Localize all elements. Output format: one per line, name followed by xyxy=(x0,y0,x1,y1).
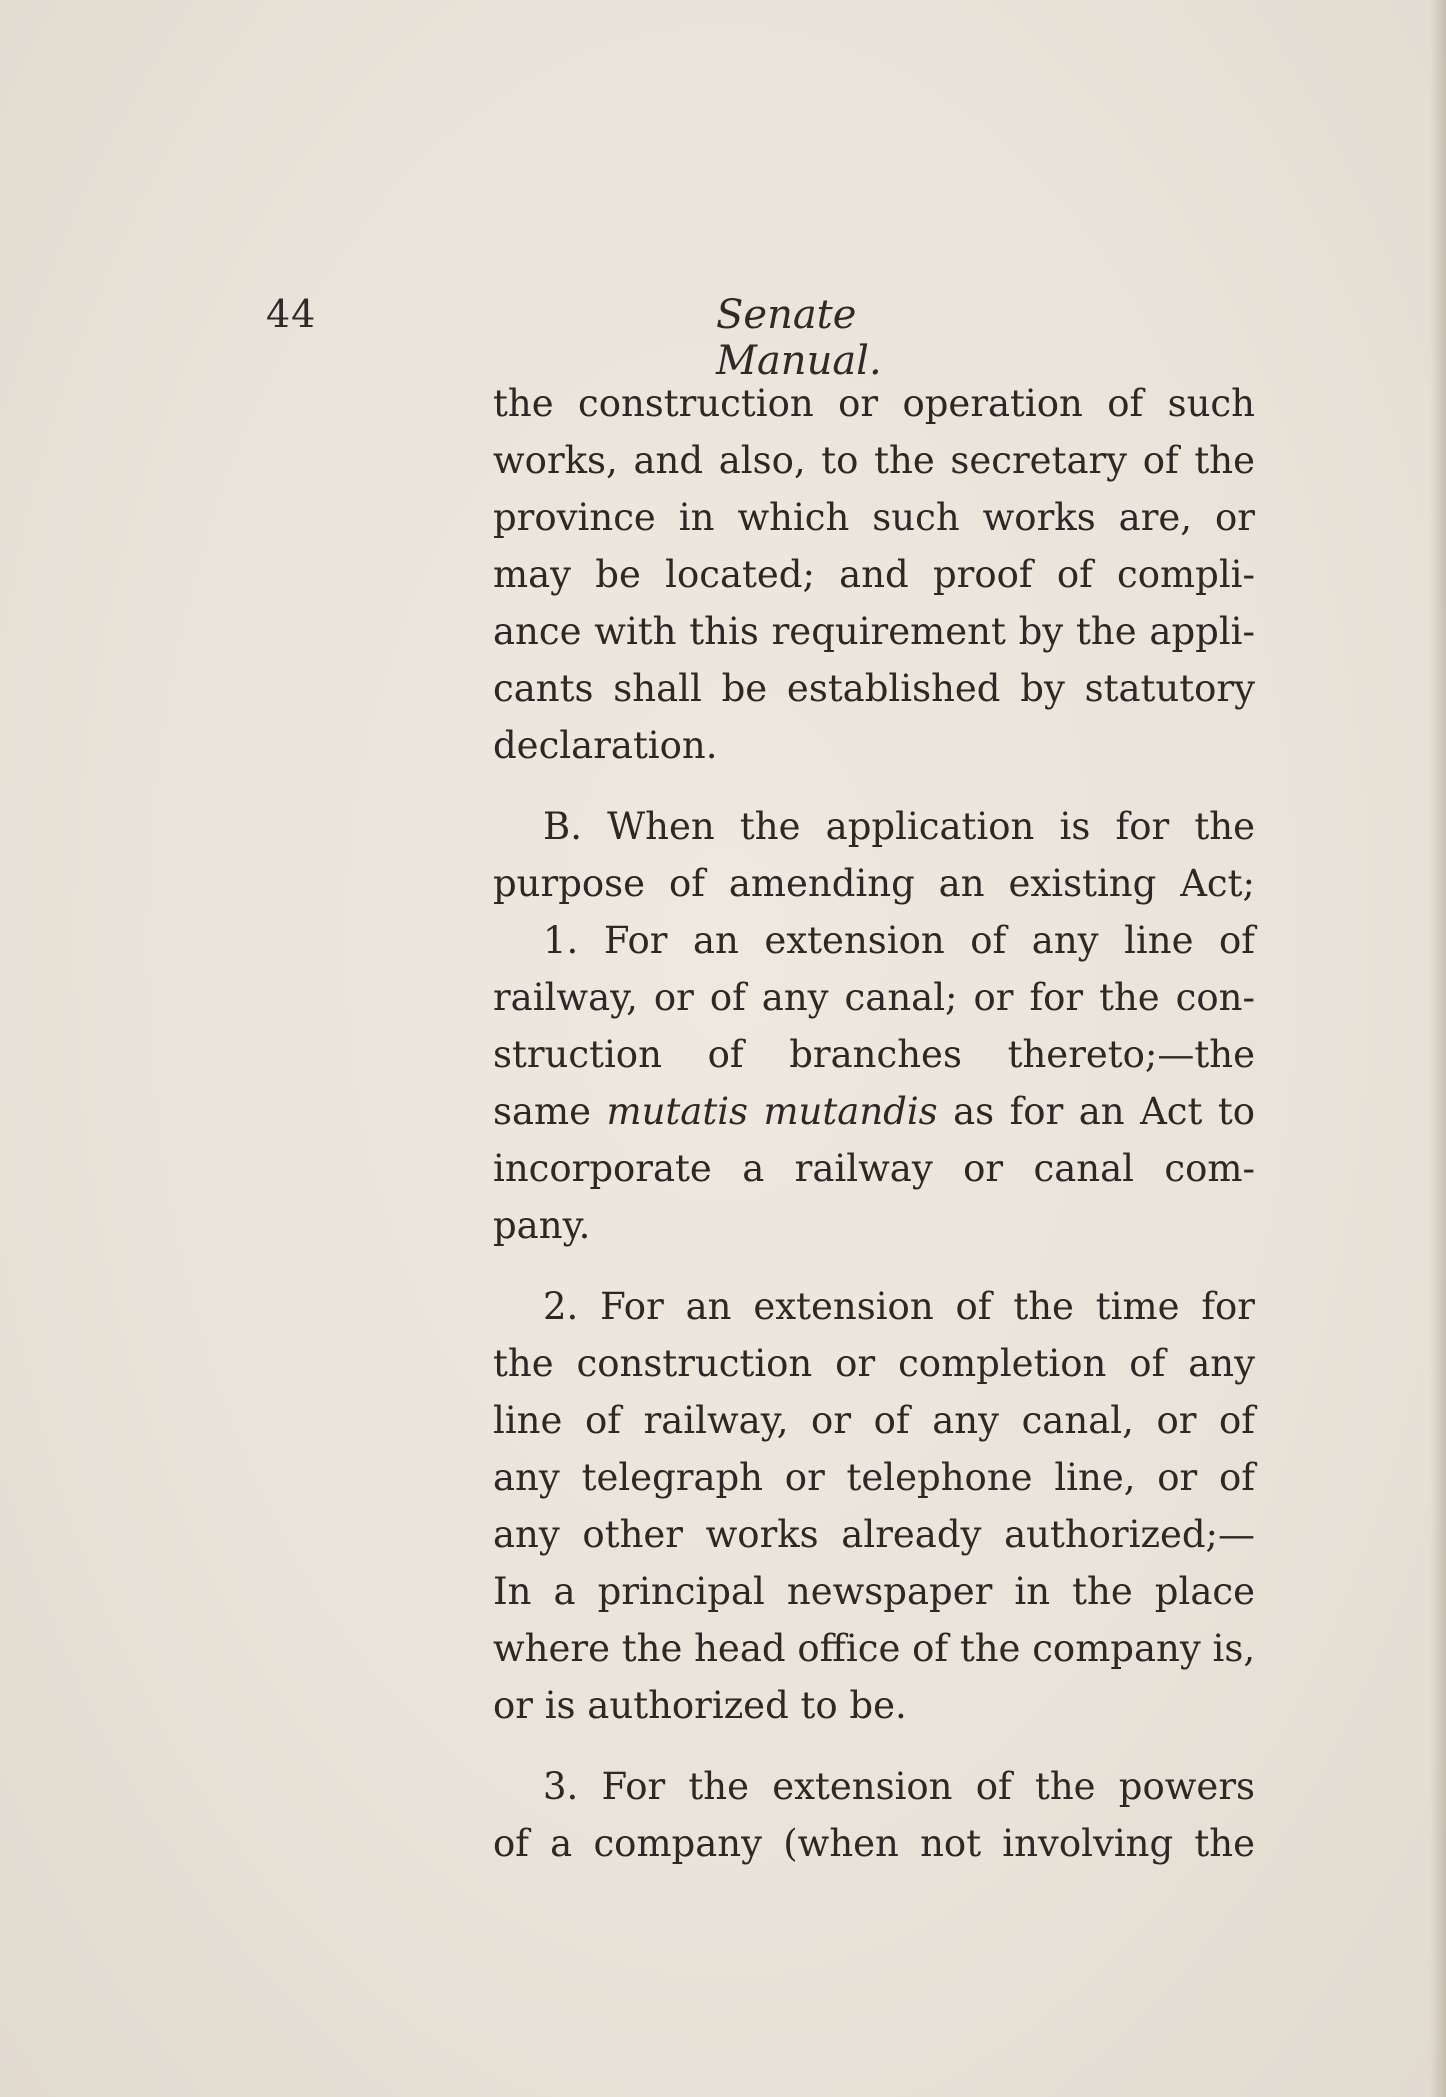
text-line-with-italic xyxy=(493,1083,1255,1140)
text-line: 2. For an extension of the time for xyxy=(543,1285,1255,1328)
text-line: incorporate a railway or canal com- xyxy=(493,1147,1255,1190)
text-line: the construction or completion of any xyxy=(493,1342,1255,1385)
text-line: works, and also, to the secretary of the xyxy=(493,439,1255,482)
text-line: declaration. xyxy=(493,724,718,767)
text-line: struction of branches thereto;—the xyxy=(493,1033,1255,1076)
page-edge-shadow xyxy=(1430,0,1446,2097)
text-segment: as for an Act to xyxy=(937,1090,1255,1133)
paragraph-gap xyxy=(493,774,1255,798)
text-line: or is authorized to be. xyxy=(493,1684,907,1727)
text-line: where the head office of the company is, xyxy=(493,1627,1256,1670)
text-line: purpose of amending an existing Act; xyxy=(493,862,1255,905)
text-line: 1. For an extension of any line of xyxy=(543,919,1255,962)
text-line: the construction or operation of such xyxy=(493,382,1255,425)
paragraph-item-2 xyxy=(493,1278,1255,1734)
text-line: any other works already authorized;— xyxy=(493,1513,1255,1556)
text-line: may be located; and proof of compli- xyxy=(493,553,1255,596)
paragraph-gap xyxy=(493,1734,1255,1758)
text-segment: same xyxy=(493,1090,607,1133)
paragraph-b xyxy=(493,798,1255,912)
paragraph-gap xyxy=(493,1254,1255,1278)
text-line: railway, or of any canal; or for the con- xyxy=(493,976,1255,1019)
text-line: 3. For the extension of the powers xyxy=(543,1765,1255,1808)
text-line: In a principal newspaper in the place xyxy=(493,1570,1255,1613)
text-line: cants shall be established by statutory xyxy=(493,667,1255,710)
page-header xyxy=(266,292,1026,384)
text-line: any telegraph or telephone line, or of xyxy=(493,1456,1255,1499)
paragraph-item-3 xyxy=(493,1758,1255,1872)
page-number: 44 xyxy=(266,292,317,336)
paragraph-compliance xyxy=(493,375,1255,774)
running-title: Senate Manual. xyxy=(716,292,882,384)
text-line: province in which such works are, or xyxy=(493,496,1255,539)
text-line: of a company (when not involving the xyxy=(493,1822,1255,1865)
text-line: line of railway, or of any canal, or of xyxy=(493,1399,1255,1442)
paragraph-item-1 xyxy=(493,912,1255,1254)
text-line: pany. xyxy=(493,1204,591,1247)
italic-phrase: mutatis mutandis xyxy=(606,1090,938,1133)
text-line: ance with this requirement by the appli- xyxy=(493,610,1255,653)
body-text xyxy=(493,375,1255,1872)
text-line: B. When the application is for the xyxy=(543,805,1255,848)
